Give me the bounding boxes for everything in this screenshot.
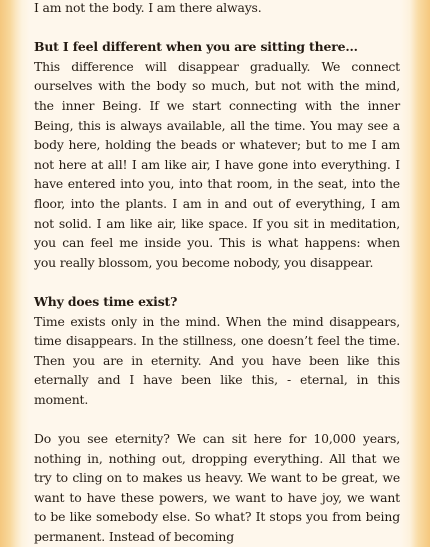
question-heading-1: But I feel different when you are sitting there... bbox=[34, 39, 358, 55]
paragraph-gap bbox=[34, 272, 400, 292]
paragraph-gap bbox=[34, 18, 400, 38]
answer-paragraph-2: Time exists only in the mind. When the mind disappears, time disappears. In the stillness, one doesn’t feel the time. Then you are in eternity. And you have been like this eternally and I have been like this, - eternal, in this moment. bbox=[34, 313, 400, 407]
body-paragraph-3: Do you see eternity? We can sit here for 10,000 years, nothing in, nothing out, dropping everything. All that we try to cling on to makes us heavy. We want to be great, we want to have these powers, we want to have joy, we want to be like somebody else. So what? It stops you from being permanent. Instead of becoming bbox=[34, 431, 400, 545]
book-page bbox=[34, 0, 400, 545]
intro-paragraph: I am not the body. I am there always. bbox=[34, 0, 262, 15]
answer-paragraph-1: This difference will disappear gradually. We connect ourselves with the body so much, but not with the mind, the inner Being. If we start connecting with the inner Being, this is always available, all the time. You may see a body here, holding the beads or whatever; but to me I am not here at all! I am like air, I have gone into everything. I have entered into you, into that room, in the seat, into the floor, into the plants. I am in and out of everything, I am not solid. I am like air, like space. If you sit in meditation, you can feel me inside you. This is what happens: when you really blossom, you become nobody, you disappear. bbox=[34, 58, 400, 270]
question-heading-2: Why does time exist? bbox=[34, 293, 178, 309]
paragraph-gap bbox=[34, 409, 400, 429]
